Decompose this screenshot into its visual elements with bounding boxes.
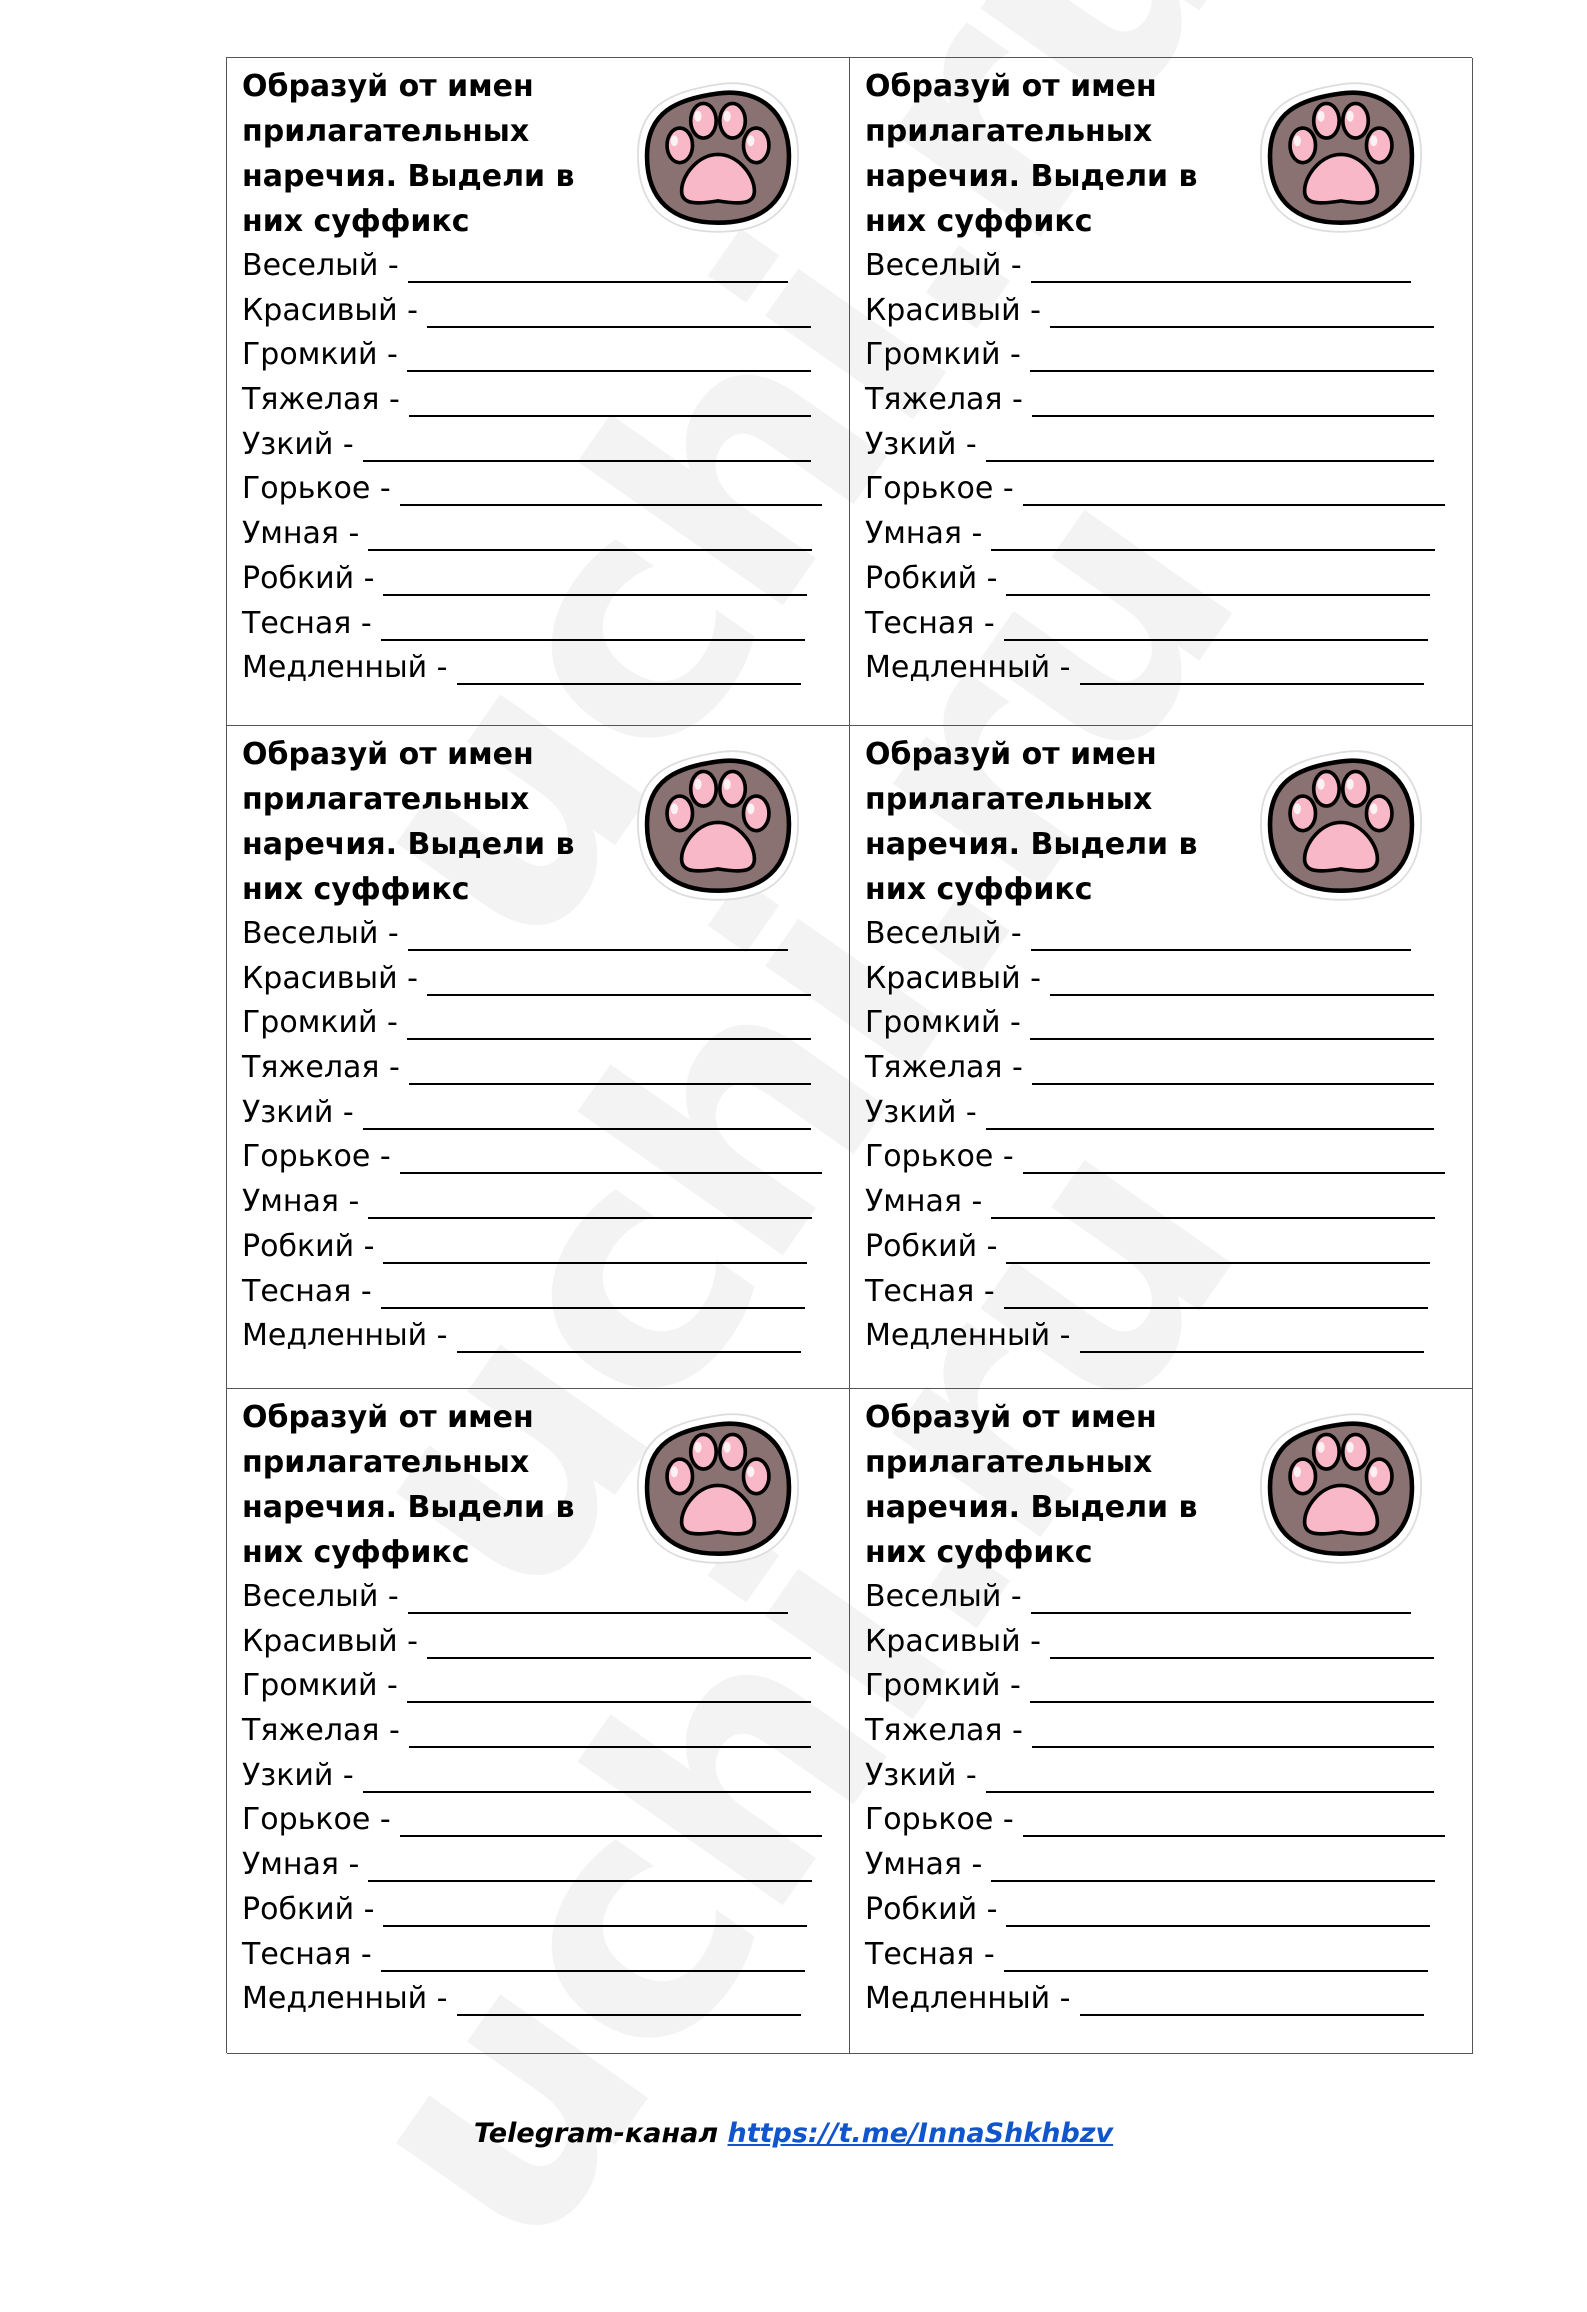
adjective-label: Красивый -: [865, 1623, 1041, 1659]
word-row: [242, 1314, 849, 1359]
answer-blank[interactable]: [457, 654, 801, 685]
word-row: [865, 1046, 1472, 1091]
answer-blank[interactable]: [1050, 1628, 1434, 1659]
adjective-label: Горькое -: [242, 471, 391, 507]
answer-blank[interactable]: [986, 1099, 1434, 1130]
answer-blank[interactable]: [363, 431, 811, 462]
word-row: [865, 1620, 1472, 1665]
task-title: Образуй от имен прилагательных наречия. Выдели в них суффикс: [242, 737, 575, 907]
adjective-label: Умная -: [242, 1847, 360, 1883]
answer-blank[interactable]: [363, 1099, 811, 1130]
answer-blank[interactable]: [1030, 341, 1434, 372]
adjective-label: Громкий -: [865, 1668, 1021, 1704]
answer-blank[interactable]: [1023, 1806, 1445, 1837]
adjective-label: Тесная -: [865, 1273, 995, 1309]
adjective-label: Веселый -: [242, 248, 399, 283]
word-list: [865, 912, 1472, 1359]
answer-blank[interactable]: [1050, 965, 1434, 996]
task-title: Образуй от имен прилагательных наречия. Выдели в них суффикс: [865, 69, 1198, 239]
word-row: [865, 1091, 1472, 1136]
adjective-label: Тяжелая -: [865, 382, 1023, 418]
word-row: [865, 1314, 1472, 1359]
adjective-label: Веселый -: [242, 1579, 399, 1614]
adjective-label: Красивый -: [242, 292, 418, 328]
answer-blank[interactable]: [363, 1762, 811, 1793]
word-row: [242, 1888, 849, 1933]
answer-blank[interactable]: [427, 965, 811, 996]
task-title: Образуй от имен прилагательных наречия. Выдели в них суффикс: [242, 69, 575, 239]
adjective-label: Тесная -: [865, 605, 995, 641]
answer-blank[interactable]: [408, 1583, 788, 1614]
worksheet-grid: [226, 57, 1472, 2053]
answer-blank[interactable]: [1031, 920, 1411, 951]
answer-blank[interactable]: [383, 1896, 807, 1927]
footer-label: Telegram-канал: [473, 2118, 728, 2149]
answer-blank[interactable]: [457, 1322, 801, 1353]
word-row: [242, 1709, 849, 1754]
answer-blank[interactable]: [1004, 610, 1428, 641]
adjective-label: Красивый -: [865, 960, 1041, 996]
adjective-label: Умная -: [242, 516, 360, 552]
answer-blank[interactable]: [409, 386, 811, 417]
adjective-label: Робкий -: [242, 1891, 375, 1927]
word-row: [242, 1046, 849, 1091]
adjective-label: Веселый -: [865, 248, 1022, 283]
word-row: [865, 1270, 1472, 1315]
word-row: [865, 378, 1472, 423]
word-row: [242, 1664, 849, 1709]
cat-paw-icon: [627, 68, 809, 250]
adjective-label: Тесная -: [242, 1273, 372, 1309]
word-row: [242, 1180, 849, 1225]
word-row: [865, 333, 1472, 378]
adjective-label: Медленный -: [242, 1981, 448, 2017]
adjective-label: Робкий -: [865, 560, 998, 596]
footer: [0, 2118, 1587, 2149]
word-row: [242, 1001, 849, 1046]
adjective-label: Узкий -: [865, 1094, 977, 1130]
answer-blank[interactable]: [407, 1009, 811, 1040]
adjective-label: Громкий -: [242, 337, 398, 373]
answer-blank[interactable]: [368, 1188, 812, 1219]
word-row: [865, 1798, 1472, 1843]
word-row: [865, 467, 1472, 512]
answer-blank[interactable]: [1030, 1009, 1434, 1040]
task-title: Образуй от имен прилагательных наречия. Выдели в них суффикс: [865, 737, 1198, 907]
adjective-label: Тяжелая -: [865, 1050, 1023, 1086]
adjective-label: Горькое -: [865, 471, 1014, 507]
task-title: Образуй от имен прилагательных наречия. Выдели в них суффикс: [242, 1400, 575, 1570]
word-row: [865, 289, 1472, 334]
word-row: [242, 912, 849, 957]
adjective-label: Медленный -: [242, 1318, 448, 1354]
word-list: [242, 1575, 849, 2022]
answer-blank[interactable]: [1004, 1941, 1428, 1972]
word-list: [242, 244, 849, 691]
cat-paw-icon: [1250, 736, 1432, 918]
word-row: [865, 1933, 1472, 1978]
answer-blank[interactable]: [986, 431, 1434, 462]
word-row: [865, 646, 1472, 691]
adjective-label: Горькое -: [865, 1802, 1014, 1838]
adjective-label: Тесная -: [865, 1936, 995, 1972]
adjective-label: Тяжелая -: [242, 382, 400, 418]
task-title: Образуй от имен прилагательных наречия. Выдели в них суффикс: [865, 1400, 1198, 1570]
answer-blank[interactable]: [1050, 297, 1434, 328]
word-row: [865, 1977, 1472, 2022]
word-row: [865, 912, 1472, 957]
answer-blank[interactable]: [1030, 1672, 1434, 1703]
adjective-label: Узкий -: [865, 1757, 977, 1793]
worksheet-card: [850, 1389, 1473, 2054]
answer-blank[interactable]: [400, 1806, 822, 1837]
word-row: [865, 1843, 1472, 1888]
cat-paw-icon: [1250, 1399, 1432, 1581]
adjective-label: Громкий -: [865, 337, 1021, 373]
answer-blank[interactable]: [383, 565, 807, 596]
answer-blank[interactable]: [1004, 1278, 1428, 1309]
adjective-label: Горькое -: [865, 1139, 1014, 1175]
answer-blank[interactable]: [1080, 654, 1424, 685]
answer-blank[interactable]: [1032, 386, 1434, 417]
word-row: [865, 1135, 1472, 1180]
word-row: [242, 289, 849, 334]
word-row: [865, 1001, 1472, 1046]
telegram-link[interactable]: https://t.me/InnaShkhbzv: [727, 2118, 1114, 2149]
answer-blank[interactable]: [408, 920, 788, 951]
adjective-label: Тяжелая -: [865, 1713, 1023, 1749]
word-row: [242, 1754, 849, 1799]
adjective-label: Тесная -: [242, 605, 372, 641]
word-list: [865, 1575, 1472, 2022]
word-row: [242, 957, 849, 1002]
answer-blank[interactable]: [427, 1628, 811, 1659]
word-row: [865, 1575, 1472, 1620]
word-row: [865, 1709, 1472, 1754]
word-row: [865, 423, 1472, 468]
adjective-label: Тесная -: [242, 1936, 372, 1972]
cat-paw-icon: [627, 736, 809, 918]
adjective-label: Веселый -: [242, 916, 399, 951]
worksheet-card: [850, 58, 1473, 726]
word-row: [865, 957, 1472, 1002]
answer-blank[interactable]: [368, 520, 812, 551]
word-row: [865, 1888, 1472, 1933]
word-row: [865, 244, 1472, 289]
answer-blank[interactable]: [986, 1762, 1434, 1793]
answer-blank[interactable]: [991, 1851, 1435, 1882]
word-row: [865, 1664, 1472, 1709]
answer-blank[interactable]: [1023, 475, 1445, 506]
answer-blank[interactable]: [1006, 565, 1430, 596]
adjective-label: Узкий -: [242, 1094, 354, 1130]
word-row: [242, 1225, 849, 1270]
answer-blank[interactable]: [991, 1188, 1435, 1219]
adjective-label: Робкий -: [242, 560, 375, 596]
word-row: [242, 646, 849, 691]
adjective-label: Медленный -: [865, 650, 1071, 686]
word-row: [242, 1933, 849, 1978]
word-row: [242, 1270, 849, 1315]
answer-blank[interactable]: [1032, 1717, 1434, 1748]
adjective-label: Горькое -: [242, 1139, 391, 1175]
adjective-label: Тяжелая -: [242, 1713, 400, 1749]
adjective-label: Веселый -: [865, 916, 1022, 951]
word-row: [242, 557, 849, 602]
word-row: [865, 602, 1472, 647]
answer-blank[interactable]: [991, 520, 1435, 551]
adjective-label: Тяжелая -: [242, 1050, 400, 1086]
answer-blank[interactable]: [427, 297, 811, 328]
answer-blank[interactable]: [381, 610, 805, 641]
adjective-label: Веселый -: [865, 1579, 1022, 1614]
word-row: [242, 467, 849, 512]
adjective-label: Медленный -: [865, 1318, 1071, 1354]
cat-paw-icon: [1250, 68, 1432, 250]
answer-blank[interactable]: [408, 252, 788, 283]
answer-blank[interactable]: [368, 1851, 812, 1882]
answer-blank[interactable]: [1032, 1054, 1434, 1085]
word-row: [242, 1798, 849, 1843]
adjective-label: Умная -: [865, 516, 983, 552]
answer-blank[interactable]: [1080, 1322, 1424, 1353]
word-list: [242, 912, 849, 1359]
adjective-label: Умная -: [865, 1184, 983, 1220]
word-row: [242, 1135, 849, 1180]
adjective-label: Узкий -: [865, 426, 977, 462]
word-row: [242, 423, 849, 468]
answer-blank[interactable]: [409, 1054, 811, 1085]
worksheet-card: [850, 726, 1473, 1389]
answer-blank[interactable]: [1031, 1583, 1411, 1614]
word-row: [865, 1180, 1472, 1225]
word-row: [242, 1843, 849, 1888]
word-row: [242, 602, 849, 647]
adjective-label: Умная -: [242, 1184, 360, 1220]
word-row: [242, 1575, 849, 1620]
answer-blank[interactable]: [400, 1143, 822, 1174]
adjective-label: Умная -: [865, 1847, 983, 1883]
answer-blank[interactable]: [381, 1941, 805, 1972]
word-row: [242, 333, 849, 378]
adjective-label: Громкий -: [242, 1668, 398, 1704]
adjective-label: Медленный -: [242, 650, 448, 686]
word-row: [865, 1754, 1472, 1799]
adjective-label: Громкий -: [865, 1005, 1021, 1041]
answer-blank[interactable]: [409, 1717, 811, 1748]
word-row: [242, 378, 849, 423]
word-row: [242, 1091, 849, 1136]
cat-paw-icon: [627, 1399, 809, 1581]
worksheet-card: [227, 58, 850, 726]
word-row: [865, 557, 1472, 602]
answer-blank[interactable]: [1031, 252, 1411, 283]
adjective-label: Медленный -: [865, 1981, 1071, 2017]
word-row: [242, 1977, 849, 2022]
word-row: [242, 244, 849, 289]
worksheet-card: [227, 1389, 850, 2054]
word-row: [865, 512, 1472, 557]
adjective-label: Горькое -: [242, 1802, 391, 1838]
adjective-label: Красивый -: [242, 1623, 418, 1659]
adjective-label: Робкий -: [242, 1228, 375, 1264]
adjective-label: Красивый -: [865, 292, 1041, 328]
answer-blank[interactable]: [1006, 1896, 1430, 1927]
adjective-label: Громкий -: [242, 1005, 398, 1041]
answer-blank[interactable]: [1023, 1143, 1445, 1174]
answer-blank[interactable]: [1080, 1985, 1424, 2016]
adjective-label: Робкий -: [865, 1228, 998, 1264]
answer-blank[interactable]: [381, 1278, 805, 1309]
answer-blank[interactable]: [383, 1233, 807, 1264]
adjective-label: Робкий -: [865, 1891, 998, 1927]
word-list: [865, 244, 1472, 691]
word-row: [242, 512, 849, 557]
answer-blank[interactable]: [407, 1672, 811, 1703]
word-row: [242, 1620, 849, 1665]
worksheet-card: [227, 726, 850, 1389]
adjective-label: Красивый -: [242, 960, 418, 996]
answer-blank[interactable]: [1006, 1233, 1430, 1264]
word-row: [865, 1225, 1472, 1270]
answer-blank[interactable]: [407, 341, 811, 372]
answer-blank[interactable]: [400, 475, 822, 506]
answer-blank[interactable]: [457, 1985, 801, 2016]
adjective-label: Узкий -: [242, 426, 354, 462]
adjective-label: Узкий -: [242, 1757, 354, 1793]
